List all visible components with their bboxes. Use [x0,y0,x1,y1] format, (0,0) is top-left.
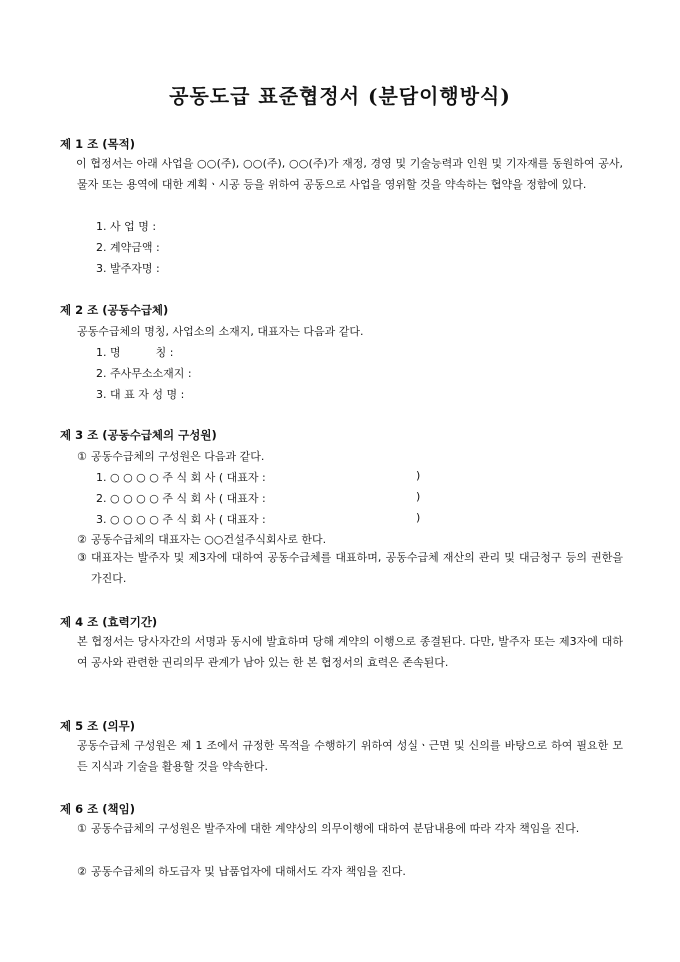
article-4-heading: 제 4 조 (효력기간) [60,615,158,629]
member-text: 2. ○ ○ ○ ○ 주 식 회 사 ( 대표자 : [96,492,266,505]
clause-text: 공동수급체의 구성원은 발주자에 대한 계약상의 의무이행에 대하여 분담내용에 따라 각자 책임을 진다. [91,822,580,835]
member-close: ) [416,469,421,482]
member-row-3 [96,511,421,527]
clause-text: 공동수급체의 구성원은 다음과 같다. [91,450,265,463]
member-close: ) [416,511,421,524]
article-1-heading: 제 1 조 (목적) [60,137,135,151]
clause-marker: ② [77,533,87,546]
member-close: ) [416,490,421,503]
article-1-item-client-name: 3. 발주자명 : [96,262,160,275]
article-5-body: 공동수급체 구성원은 제 1 조에서 규정한 목적을 수행하기 위하여 성실ㆍ근면 및 신의를 바탕으로 하여 필요한 모든 지식과 기술을 활용할 것을 약속한다. [77,739,623,773]
clause-marker: ① [77,450,87,463]
member-row-2 [96,490,421,506]
article-2-item-name: 1. 명 칭 : [96,346,174,359]
article-2-heading: 제 2 조 (공동수급체) [60,303,169,317]
article-6-clause-2 [77,863,406,879]
article-3-clause-3 [77,547,623,589]
article-1-item-project-name: 1. 사 업 명 : [96,220,157,233]
article-1-item-contract-amount: 2. 계약금액 : [96,241,160,254]
article-2-body: 공동수급체의 명칭, 사업소의 소재지, 대표자는 다음과 같다. [77,325,364,338]
article-5-heading: 제 5 조 (의무) [60,719,135,733]
member-row-1 [96,469,421,485]
article-4-body: 본 협정서는 당사자간의 서명과 동시에 발효하며 당해 계약의 이행으로 종결된다. 다만, 발주자 또는 제3자에 대하여 공사와 관련한 권리의무 관계가 남아 있는 한 본 협정서의 효력은 존속된다. [77,635,623,669]
member-text: 3. ○ ○ ○ ○ 주 식 회 사 ( 대표자 : [96,513,266,526]
clause-text: 대표자는 발주자 및 제3자에 대하여 공동수급체를 대표하며, 공동수급체 재산의 관리 및 대금청구 등의 권한을 가진다. [91,551,623,585]
article-2-item-office-address: 2. 주사무소소재지 : [96,367,192,380]
clause-marker: ③ [77,551,87,564]
article-2-item-representative: 3. 대 표 자 성 명 : [96,388,185,401]
clause-marker: ② [77,865,87,878]
clause-marker: ① [77,822,87,835]
article-3-clause-1 [77,448,264,464]
document-title: 공동도급 표준협정서 (분담이행방식) [169,84,511,108]
article-1-body: 이 협정서는 아래 사업을 ○○(주), ○○(주), ○○(주)가 재정, 경영 및 기술능력과 인원 및 기자재를 동원하여 공사, 물자 또는 용역에 대한 계획ㆍ시공 등을 위하여 공동으로 사업을 영위할 것을 약속하는 협약을 정함에 있다. [76,157,623,191]
article-3-heading: 제 3 조 (공동수급체의 구성원) [60,428,217,442]
clause-text: 공동수급체의 하도급자 및 납품업자에 대해서도 각자 책임을 진다. [91,865,406,878]
article-3-clause-2 [77,531,326,547]
member-text: 1. ○ ○ ○ ○ 주 식 회 사 ( 대표자 : [96,471,266,484]
clause-text: 공동수급체의 대표자는 ○○건설주식회사로 한다. [91,533,327,546]
article-6-clause-1 [77,818,623,839]
article-6-heading: 제 6 조 (책임) [60,802,135,816]
